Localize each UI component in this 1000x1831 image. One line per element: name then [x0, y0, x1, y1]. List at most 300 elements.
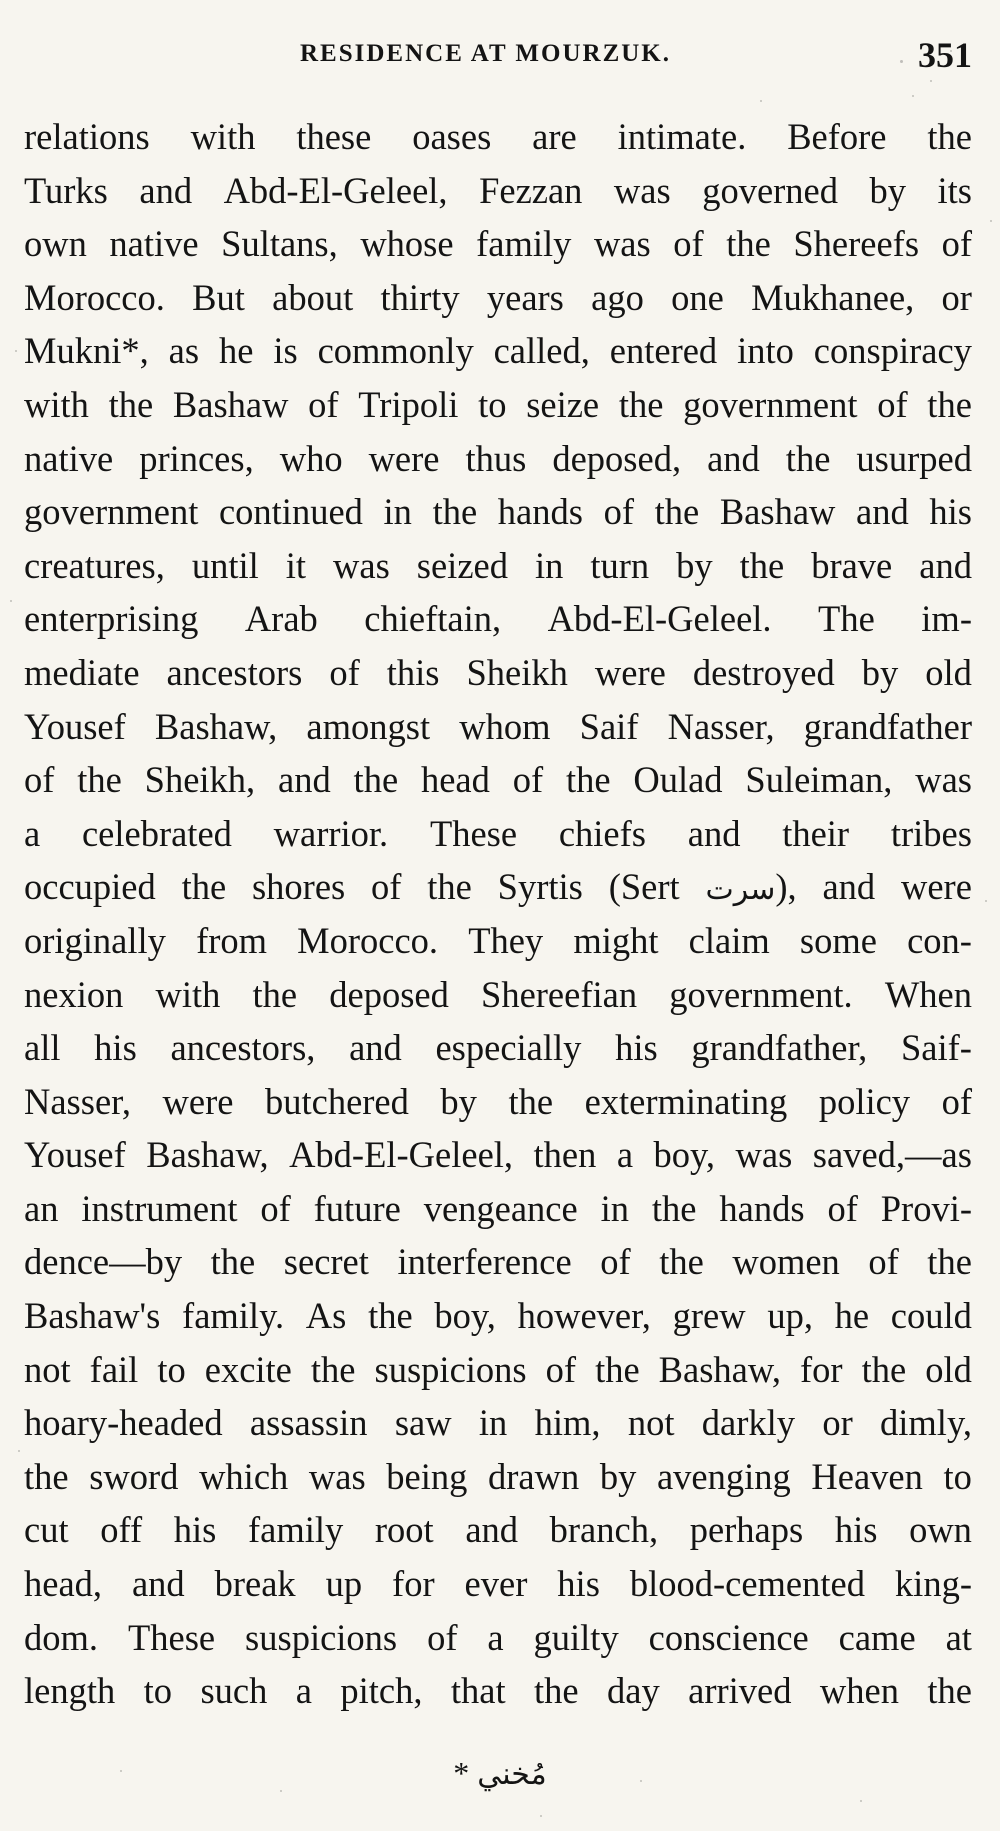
word: usurped [856, 437, 972, 479]
word: boy, [434, 1295, 496, 1337]
word: the [310, 1348, 356, 1390]
running-title: RESIDENCE AT MOURZUK. [300, 40, 671, 67]
word: up, [767, 1295, 813, 1337]
word: conscience [648, 1616, 809, 1658]
word: oases [412, 116, 492, 157]
word: the [508, 1080, 554, 1122]
paper-speck [930, 80, 932, 82]
word: Provi- [880, 1187, 972, 1229]
word: and [707, 437, 760, 479]
word: his [557, 1563, 600, 1605]
word: the [739, 544, 785, 586]
word: Oulad [633, 759, 723, 801]
word: to [143, 1670, 173, 1712]
word: the [785, 437, 831, 479]
word: boy, [653, 1134, 716, 1176]
word: Nasser, [667, 705, 775, 747]
word: arrived [688, 1670, 792, 1712]
text-line [24, 378, 972, 432]
word: the [565, 759, 611, 801]
text-line [24, 646, 972, 700]
word: (Sert [608, 866, 680, 908]
word: Sheikh [466, 651, 568, 693]
word: of [600, 1241, 631, 1283]
paper-speck [280, 1790, 282, 1792]
word: mediate [24, 651, 140, 693]
word: warrior. [273, 812, 389, 854]
word: tribes [890, 812, 972, 854]
word: head, [24, 1563, 103, 1605]
word: a [487, 1616, 504, 1658]
word: whom [459, 705, 551, 747]
word: the [654, 491, 700, 533]
text-line [24, 1075, 972, 1129]
word: years [486, 276, 564, 318]
word: ancestors, [170, 1027, 316, 1069]
word: cut [24, 1509, 69, 1551]
text-line [24, 592, 972, 646]
word: the [534, 1670, 579, 1712]
word: excite [204, 1348, 292, 1390]
word: are [532, 116, 577, 157]
text-line [24, 271, 972, 325]
word: the [353, 759, 399, 801]
word: the [368, 1295, 413, 1337]
word: sword [89, 1455, 179, 1497]
text-line [24, 914, 972, 968]
word: Shereefian [481, 973, 638, 1015]
text-line [24, 1128, 972, 1182]
word: some [799, 919, 877, 961]
body-text [24, 110, 972, 1718]
word: could [890, 1295, 972, 1337]
word: of [308, 383, 339, 425]
word: with [24, 383, 89, 425]
word: the [210, 1241, 256, 1283]
word: the [927, 1670, 972, 1712]
paper-speck [912, 95, 914, 97]
word: the [726, 223, 771, 265]
word: vengeance [423, 1187, 578, 1229]
word: deposed [329, 973, 449, 1015]
word: instrument [81, 1187, 238, 1229]
text-line [24, 1235, 972, 1289]
word: and [822, 866, 876, 908]
word: Yousef [24, 705, 126, 747]
word: to [478, 383, 507, 425]
word: suspicions [374, 1348, 527, 1390]
word: secret [283, 1241, 369, 1283]
word: im- [921, 598, 972, 640]
word: or [822, 1402, 853, 1444]
word: the [927, 383, 972, 425]
word: ago [591, 276, 644, 318]
arabic-word: سرت), [705, 866, 797, 908]
word: all [24, 1027, 61, 1069]
word: ever [464, 1563, 528, 1605]
word: government [24, 491, 199, 533]
word: originally [24, 919, 166, 961]
footnote-marker: * [453, 1755, 470, 1791]
word: old [925, 1348, 972, 1390]
word: future [313, 1187, 401, 1229]
word: might [573, 919, 659, 961]
word: by [861, 651, 899, 693]
word: of [260, 1187, 291, 1229]
word: of [545, 1348, 577, 1390]
word: old [925, 651, 972, 693]
paper-speck [860, 1800, 862, 1802]
word: Tripoli [358, 383, 459, 425]
word: Fezzan [479, 169, 583, 211]
word: not [627, 1402, 675, 1444]
word: pitch, [340, 1670, 423, 1712]
word: his [615, 1027, 658, 1069]
word: These [429, 812, 518, 854]
word: When [884, 973, 972, 1015]
word: was [308, 1455, 366, 1497]
word: when [819, 1670, 899, 1712]
word: the [432, 491, 478, 533]
word: of [427, 1616, 458, 1658]
word: Syrtis [497, 866, 583, 908]
word: was [915, 759, 972, 801]
word: grew [672, 1295, 746, 1337]
word: him, [534, 1402, 601, 1444]
word: and [465, 1509, 519, 1551]
word: from [196, 919, 268, 961]
word: government. [669, 973, 853, 1015]
word: not [24, 1348, 71, 1390]
word: of [941, 1080, 972, 1122]
word: which [199, 1455, 289, 1497]
word: the [618, 383, 664, 425]
word: occupied [24, 866, 156, 908]
paper-speck [640, 1780, 642, 1782]
word: head [420, 759, 490, 801]
word: of [24, 759, 55, 801]
word: and [919, 544, 972, 586]
word: especially [435, 1027, 582, 1069]
word: conspiracy [813, 330, 972, 372]
word: to [157, 1348, 186, 1390]
word: by [440, 1080, 477, 1122]
text-line [24, 807, 972, 861]
word: Bashaw, [146, 1134, 269, 1176]
word: Shereefs [793, 223, 920, 265]
text-line [24, 1021, 972, 1075]
word: interference [397, 1241, 572, 1283]
word: of [603, 491, 634, 533]
word: by [599, 1455, 637, 1497]
word: whose [360, 223, 454, 265]
word: Arab [244, 598, 318, 640]
text-line [24, 217, 972, 271]
word: branch, [549, 1509, 659, 1551]
word: the [927, 1241, 972, 1283]
text-line [24, 1182, 972, 1236]
word: hands [719, 1187, 805, 1229]
word: Bashaw [172, 383, 289, 425]
word: women [732, 1241, 840, 1283]
text-line [24, 485, 972, 539]
word: Bashaw's [24, 1295, 161, 1337]
word: called, [493, 330, 590, 372]
word: of [827, 1187, 858, 1229]
word: of [868, 1241, 899, 1283]
word: grandfather [803, 705, 972, 747]
word: family. [182, 1295, 285, 1337]
word: of [512, 759, 544, 801]
word: with [155, 973, 221, 1015]
word: in [478, 1402, 508, 1444]
paper-speck [990, 220, 992, 222]
word: about [272, 276, 354, 318]
word: Mukni*, [24, 330, 149, 372]
word: of [371, 866, 402, 908]
word: of [941, 223, 972, 265]
word: or [941, 276, 972, 318]
text-line [24, 1450, 972, 1504]
word: amongst [306, 705, 431, 747]
word: of [673, 223, 704, 265]
word: in [600, 1187, 630, 1229]
text-line [24, 1664, 972, 1718]
word: governed [702, 169, 838, 211]
word: creatures, [24, 544, 165, 586]
word: the [927, 116, 972, 157]
word: day [607, 1670, 660, 1712]
word: As [305, 1295, 347, 1337]
word: government [683, 383, 858, 425]
text-line [24, 164, 972, 218]
word: policy [818, 1080, 911, 1122]
word: shores [251, 866, 346, 908]
word: Bashaw, [154, 705, 278, 747]
word: family [247, 1509, 344, 1551]
paper-speck [120, 1770, 122, 1772]
word: claim [688, 919, 770, 961]
word: such [200, 1670, 268, 1712]
word: a [295, 1670, 312, 1712]
word: break [214, 1563, 296, 1605]
arabic-sert: سرت [705, 872, 776, 908]
word: his [929, 491, 972, 533]
word: the [252, 973, 298, 1015]
word: own [909, 1509, 972, 1551]
text-line [24, 700, 972, 754]
word: up [325, 1563, 363, 1605]
word: seized [416, 544, 508, 586]
word: being [386, 1455, 468, 1497]
word: seize [526, 383, 600, 425]
text-line [24, 1289, 972, 1343]
word: for [392, 1563, 435, 1605]
word: were [901, 866, 972, 908]
word: assassin [249, 1402, 368, 1444]
word: perhaps [689, 1509, 804, 1551]
word: was [593, 223, 651, 265]
word: avenging [656, 1455, 791, 1497]
footnote-arabic: مُخني [477, 1757, 547, 1792]
word: Saif- [900, 1027, 972, 1069]
word: the [77, 759, 122, 801]
word: as [168, 330, 200, 372]
word: con- [907, 919, 972, 961]
word: They [468, 919, 544, 961]
text-line [24, 324, 972, 378]
word: and [139, 169, 193, 211]
word: continued [218, 491, 363, 533]
word: an [24, 1187, 59, 1229]
word: root [374, 1509, 434, 1551]
word: its [937, 169, 972, 211]
word: drawn [488, 1455, 580, 1497]
word: native [109, 223, 199, 265]
word: fail [89, 1348, 139, 1390]
word: princes, [139, 437, 254, 479]
word: dimly, [880, 1402, 972, 1444]
word: and [349, 1027, 402, 1069]
word: was [613, 169, 671, 211]
word: entered [609, 330, 718, 372]
word: chiefs [558, 812, 646, 854]
word: came [838, 1616, 916, 1658]
word: saw [394, 1402, 452, 1444]
word: thirty [380, 276, 460, 318]
paper-speck [900, 60, 903, 63]
word: he [834, 1295, 870, 1337]
word: length [24, 1670, 116, 1712]
word: of [877, 383, 908, 425]
word: grandfather, [691, 1027, 868, 1069]
word: he [218, 330, 254, 372]
text-line [24, 753, 972, 807]
word: was [333, 544, 390, 586]
word: suspicions [245, 1616, 398, 1658]
word: in [534, 544, 564, 586]
word: the [24, 1455, 69, 1497]
word: hands [497, 491, 583, 533]
word: butchered [264, 1080, 409, 1122]
paper-speck [760, 100, 762, 102]
word: Turks [24, 169, 108, 211]
word: were [594, 651, 666, 693]
text-line [24, 1503, 972, 1557]
word: commonly [317, 330, 474, 372]
word: their [782, 812, 850, 854]
word: at [945, 1616, 972, 1658]
text-line [24, 1611, 972, 1665]
word: Saif [579, 705, 639, 747]
word: Suleiman, [745, 759, 893, 801]
word: celebrated [81, 812, 232, 854]
paper-speck [15, 350, 17, 352]
word: the [659, 1241, 704, 1283]
word: his [173, 1509, 217, 1551]
word: intimate. [617, 116, 747, 157]
word: hoary-headed [24, 1402, 223, 1444]
word: deposed, [552, 437, 682, 479]
word: Abd-El-Geleel, [223, 169, 448, 211]
word: and [131, 1563, 185, 1605]
word: ancestors [166, 651, 303, 693]
word: off [100, 1509, 143, 1551]
word: Nasser, [24, 1080, 131, 1122]
word: Mukhanee, [751, 276, 915, 318]
text-line [24, 432, 972, 486]
word: by [676, 544, 713, 586]
word: with [190, 116, 256, 157]
word: own [24, 223, 87, 265]
word: a [24, 812, 41, 854]
word: into [737, 330, 794, 372]
paper-speck [18, 1450, 20, 1452]
word: to [943, 1455, 972, 1497]
word: enterprising [24, 598, 199, 640]
footnote [0, 1755, 1000, 1792]
word: his [834, 1509, 878, 1551]
text-line [24, 968, 972, 1022]
word: dom. [24, 1616, 99, 1658]
word: the [861, 1348, 907, 1390]
text-line [24, 110, 972, 164]
word: Bashaw [719, 491, 836, 533]
text-line [24, 1343, 972, 1397]
word: of [329, 651, 360, 693]
word: darkly [701, 1402, 796, 1444]
running-header [0, 36, 1000, 80]
word: Abd-El-Geleel. [547, 598, 772, 640]
text-line [24, 539, 972, 593]
word: nexion [24, 973, 124, 1015]
text-line [24, 1396, 972, 1450]
word: Morocco. [297, 919, 439, 961]
word: however, [517, 1295, 651, 1337]
word: it [285, 544, 307, 586]
word: king- [894, 1563, 972, 1605]
word: Yousef [24, 1134, 126, 1176]
paper-speck [540, 1815, 542, 1817]
word: the [181, 866, 227, 908]
word: native [24, 437, 114, 479]
word: this [386, 651, 440, 693]
word: Before [787, 116, 887, 157]
word: The [818, 598, 875, 640]
word: these [296, 116, 372, 157]
word: the [595, 1348, 640, 1390]
word: his [94, 1027, 137, 1069]
page-number: 351 [918, 35, 972, 75]
paper-speck [950, 50, 952, 52]
word: destroyed [692, 651, 835, 693]
word: Sheikh, [144, 759, 256, 801]
word: thus [465, 437, 527, 479]
word: Bashaw, [658, 1348, 781, 1390]
word: is [273, 330, 298, 372]
paper-speck [10, 600, 12, 602]
word: the [108, 383, 154, 425]
word: These [127, 1616, 216, 1658]
word: But [192, 276, 245, 318]
word: for [800, 1348, 843, 1390]
word: the [651, 1187, 697, 1229]
word: until [191, 544, 259, 586]
text-line [24, 1557, 972, 1611]
word: that [450, 1670, 506, 1712]
word: blood-cemented [629, 1563, 865, 1605]
word: Heaven [811, 1455, 923, 1497]
